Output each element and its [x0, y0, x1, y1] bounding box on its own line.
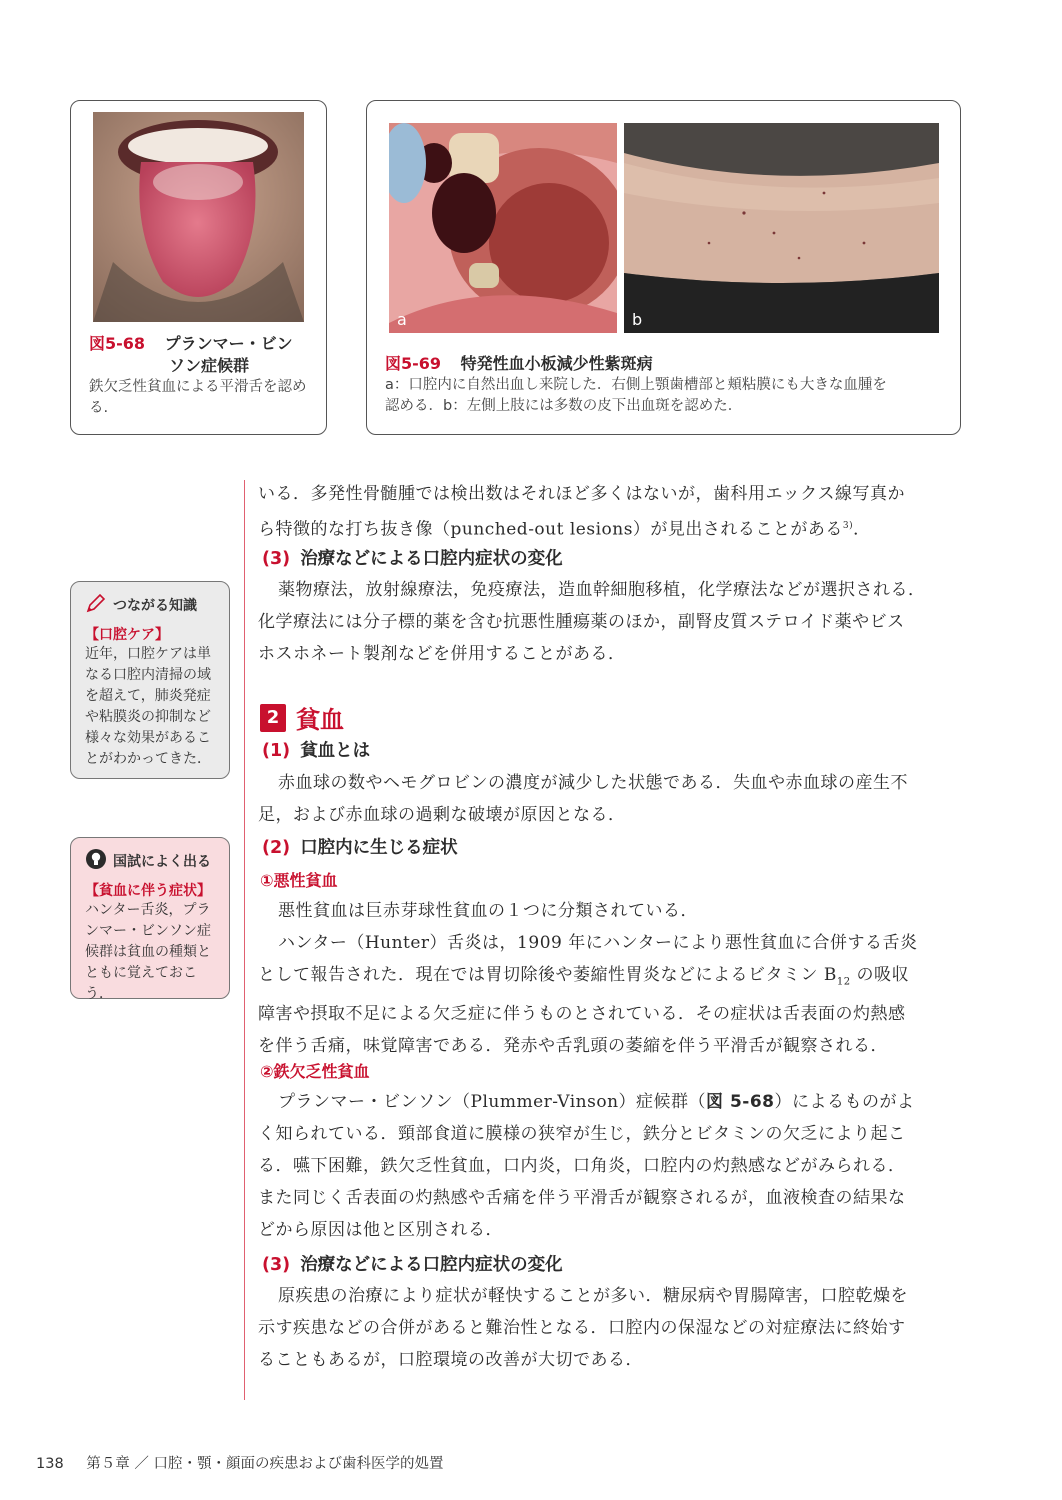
- figure-5-69-title-text: 特発性血小板減少性紫斑病: [460, 354, 653, 373]
- sidebox1-tag: 【口腔ケア】: [85, 627, 169, 643]
- figure-5-68-box: [70, 100, 327, 435]
- sidebox-related-knowledge: [70, 581, 230, 779]
- figure-5-69-title: [385, 353, 950, 375]
- page-number: 138: [36, 1456, 64, 1472]
- heading-2-3: [262, 1251, 563, 1276]
- heading-2-1-title: 貧血とは: [300, 741, 371, 761]
- figure-5-69-caption-line1: a：口腔内に自然出血し来院した．右側上顎歯槽部と頬粘膜にも大きな血腫を: [385, 377, 887, 393]
- figure-5-68-caption-text: 鉄欠乏性貧血による平滑舌を認める.: [89, 379, 307, 416]
- iron-deficiency-heading: ②鉄欠乏性貧血: [260, 1062, 370, 1081]
- figure-5-69-caption-line2: 認める．b：左側上肢には多数の皮下出血斑を認めた．: [385, 398, 743, 414]
- sidebox2-tag: 【貧血に伴う症状】: [85, 883, 211, 899]
- heading-2-3-title: 治療などによる口腔内症状の変化: [300, 1255, 563, 1275]
- intro-line2: [258, 510, 968, 546]
- figure-5-68-caption: [89, 333, 319, 419]
- margin-rule: [244, 480, 245, 1400]
- sidebox-exam-frequent: [70, 837, 230, 1002]
- figure-reference-link[interactable]: 図 5-68: [706, 1092, 775, 1112]
- section-2-3-paragraph: [258, 1280, 968, 1376]
- intro-line1: いる．多発性骨髄腫では検出数はそれほど多くはないが，歯科用エックス線写真か: [258, 484, 905, 504]
- s22b-line3: る．嚥下困難，鉄欠乏性貧血，口内炎，口角炎，口腔内の灼熱感などがみられる．: [258, 1156, 906, 1176]
- s22a-line3-end: の吸収: [850, 965, 910, 985]
- lightbulb-icon: [85, 848, 107, 874]
- s13-line1: 薬物療法，放射線療法，免疫療法，造血幹細胞移植，化学療法などが選択される．: [278, 580, 926, 600]
- b12-subscript: 12: [836, 976, 851, 988]
- s23-line1: 原疾患の治療により症状が軽快することが多い．糖尿病や胃腸障害，口腔乾燥を: [278, 1286, 908, 1306]
- pernicious-anemia-heading: ①悪性貧血: [260, 871, 338, 890]
- sidebox2-head: [85, 848, 217, 874]
- figure-5-69-caption: [385, 353, 950, 417]
- sidebox1-title: つながる知識: [113, 598, 197, 614]
- s23-line2: 示す疾患などの合併があると難治性となる．口腔内の保湿などの対症療法に終始す: [258, 1318, 906, 1338]
- section-2-1-paragraph: [258, 767, 968, 831]
- s22b-line5: どから原因は他と区別される．: [258, 1220, 503, 1240]
- section-2-badge: 2: [260, 704, 286, 732]
- heading-1-3-number: (3): [262, 549, 291, 569]
- arm-photo: [624, 123, 939, 333]
- s22a-line3: [258, 959, 968, 998]
- s13-line2: 化学療法には分子標的薬を含む抗悪性腫瘍薬のほか，副腎皮質ステロイド薬やビス: [258, 612, 905, 632]
- photo-label-a: a: [397, 310, 407, 329]
- figure-5-68-number: 図5-68: [89, 334, 146, 353]
- s22a-line4: 障害や摂取不足による欠乏症に伴うものとされている．その症状は舌表面の灼熱感: [258, 1004, 906, 1025]
- s22b-line2: く知られている．頸部食道に膜様の狭窄が生じ，鉄分とビタミンの欠乏により起こ: [258, 1124, 906, 1144]
- figure-5-69-number: 図5-69: [385, 354, 442, 373]
- heading-2-2-title: 口腔内に生じる症状: [300, 838, 458, 858]
- s22b-line1: [258, 1086, 968, 1118]
- intro-line2-end: ．: [853, 519, 871, 540]
- heading-2-2-number: (2): [262, 838, 291, 858]
- s22b-line1-end: ）によるものがよ: [774, 1092, 915, 1112]
- s13-line3: ホスホネート製剤などを併用することがある．: [258, 644, 626, 664]
- figure-5-68-title-line1: プランマー・ビン: [164, 334, 293, 353]
- sidebox1-text: 近年，口腔ケアは単なる口腔内清掃の域を超えて，肺炎発症や粘膜炎の抑制など様々な効果があることがわかってきた．: [85, 646, 211, 767]
- page-footer: [36, 1452, 444, 1473]
- intro-paragraph: [258, 478, 968, 546]
- section-1-3-paragraph: [258, 574, 968, 670]
- s21-line2: 足，および赤血球の過剰な破壊が原因となる．: [258, 805, 626, 825]
- sidebox2-title: 国試によく出る: [113, 854, 211, 870]
- figure-5-68-title: [89, 333, 319, 355]
- s22b-line4: また同じく舌表面の灼熱感や舌痛を伴う平滑舌が観察されるが，血液検査の結果な: [258, 1188, 906, 1208]
- sidebox2-text: ハンター舌炎，プランマー・ビンソン症候群は貧血の種類とともに覚えておこう．: [85, 902, 211, 1002]
- heading-1-3-title: 治療などによる口腔内症状の変化: [300, 549, 563, 569]
- s23-line3: ることもあるが，口腔環境の改善が大切である．: [258, 1350, 643, 1370]
- chapter-title: 第５章 ／ 口腔・顎・顔面の疾患および歯科医学的処置: [86, 1456, 444, 1472]
- s21-line1: 赤血球の数やヘモグロビンの濃度が減少した状態である．失血や赤血球の産生不: [278, 773, 908, 793]
- heading-2-1-number: (1): [262, 741, 291, 761]
- s22a-line5: を伴う舌痛，味覚障害である．発赤や舌乳頭の萎縮を伴う平滑舌が観察される．: [258, 1036, 888, 1057]
- photo-label-b: b: [632, 310, 643, 329]
- tongue-photo: [93, 112, 304, 322]
- section-2-heading: [260, 700, 344, 735]
- iron-deficiency-paragraph: [258, 1086, 968, 1246]
- section-2-title: 貧血: [296, 706, 344, 734]
- heading-2-2: [262, 834, 458, 859]
- s22a-line1: 悪性貧血は巨赤芽球性貧血の１つに分類されている．: [278, 901, 698, 921]
- heading-1-3: [262, 545, 563, 570]
- citation-superscript: 3): [842, 521, 854, 531]
- s22a-line2: ハンター（Hunter）舌炎は，1909 年にハンターにより悪性貧血に合併する舌炎: [278, 933, 918, 953]
- heading-2-1: [262, 737, 370, 762]
- intro-line2-text: ら特徴的な打ち抜き像（punched-out lesions）が見出されることがある: [258, 519, 843, 540]
- oral-cavity-photo: [389, 123, 617, 333]
- sidebox1-head: [85, 592, 217, 618]
- pencil-icon: [85, 592, 107, 618]
- pernicious-anemia-paragraph: [258, 895, 968, 1062]
- s22b-line1-text: プランマー・ビンソン（Plummer-Vinson）症候群（: [278, 1092, 707, 1112]
- s22a-line3-text: として報告された．現在では胃切除後や萎縮性胃炎などによるビタミン B: [258, 965, 837, 985]
- figure-5-69-box: [366, 100, 961, 435]
- figure-5-68-title-line2: ソン症候群: [169, 356, 250, 375]
- heading-2-3-number: (3): [262, 1255, 291, 1275]
